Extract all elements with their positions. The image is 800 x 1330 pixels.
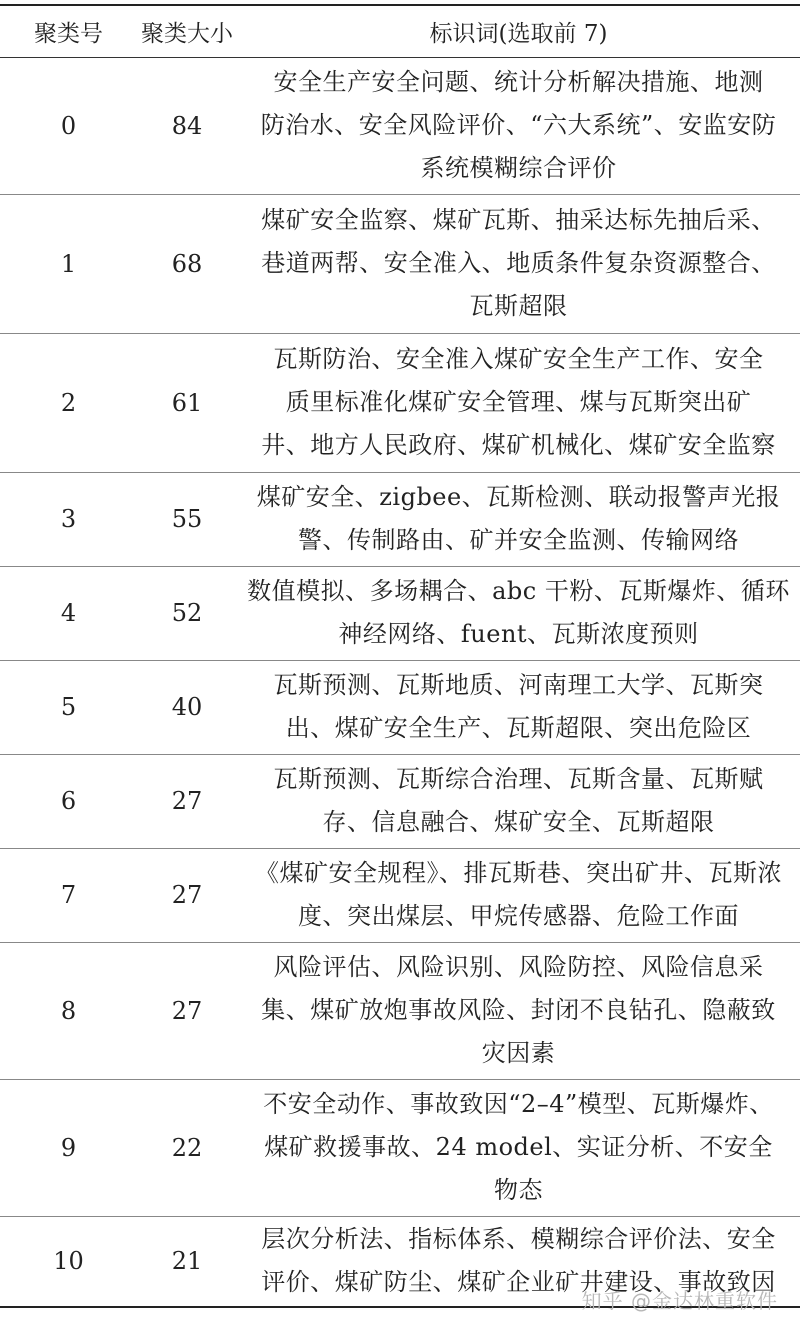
table-row bbox=[0, 754, 800, 848]
keyword-line: 《煤矿安全规程》、排瓦斯巷、突出矿井、瓦斯浓 bbox=[255, 859, 782, 887]
cluster-id-cell: 8 bbox=[60, 996, 77, 1025]
cluster-size-cell: 68 bbox=[171, 249, 203, 278]
cluster-id-cell: 5 bbox=[60, 693, 77, 721]
keyword-line: 层次分析法、指标体系、模糊综合评价法、安全 bbox=[261, 1225, 776, 1254]
cluster-table bbox=[0, 4, 800, 1308]
cluster-size-cell: 27 bbox=[171, 881, 203, 909]
keyword-line: 井、地方人民政府、煤矿机械化、煤矿安全监察 bbox=[261, 431, 776, 459]
header-row bbox=[0, 5, 800, 57]
cluster-size-cell: 61 bbox=[171, 388, 203, 417]
cluster-id-cell: 1 bbox=[60, 249, 77, 278]
cluster-id-cell: 6 bbox=[60, 787, 77, 815]
cluster-id-cell: 3 bbox=[60, 505, 77, 533]
cluster-size-cell: 22 bbox=[171, 1133, 203, 1162]
cluster-size-cell: 21 bbox=[171, 1247, 203, 1276]
keyword-line: 瓦斯防治、安全准入煤矿安全生产工作、安全 bbox=[273, 345, 764, 373]
keywords-cell bbox=[237, 942, 800, 1079]
keyword-line: 存、信息融合、煤矿安全、瓦斯超限 bbox=[322, 808, 715, 836]
keyword-line: 质里标准化煤矿安全管理、煤与瓦斯突出矿 bbox=[285, 388, 752, 416]
keyword-line: 煤矿安全监察、煤矿瓦斯、抽采达标先抽后采、 bbox=[261, 206, 776, 234]
table-row bbox=[0, 660, 800, 754]
keyword-line: 物态 bbox=[494, 1176, 543, 1204]
keywords-cell bbox=[237, 754, 800, 848]
table-row bbox=[0, 194, 800, 333]
keyword-line: 警、传制路由、矿并安全监测、传输网络 bbox=[298, 526, 739, 554]
keyword-line: 瓦斯超限 bbox=[469, 292, 568, 320]
keywords-cell bbox=[237, 566, 800, 660]
keywords-cell bbox=[237, 848, 800, 942]
cluster-size-cell: 40 bbox=[171, 693, 203, 721]
watermark: 知乎 @金达林重软件 bbox=[581, 1289, 778, 1313]
keywords-cell bbox=[237, 333, 800, 472]
keyword-line: 度、突出煤层、甲烷传感器、危险工作面 bbox=[298, 902, 739, 930]
keyword-line: 风险评估、风险识别、风险防控、风险信息采 bbox=[273, 953, 764, 981]
keyword-line: 煤矿救援事故、24 model、实证分析、不安全 bbox=[264, 1133, 773, 1161]
keyword-line: 神经网络、fuent、瓦斯浓度预则 bbox=[338, 620, 699, 648]
table-body bbox=[0, 57, 800, 1307]
table-row bbox=[0, 848, 800, 942]
keyword-line: 防治水、安全风险评价、“六大系统”、安监安防 bbox=[260, 111, 777, 139]
keyword-line: 数值模拟、多场耦合、abc 干粉、瓦斯爆炸、循环 bbox=[247, 577, 790, 605]
table-row bbox=[0, 1079, 800, 1216]
cluster-id-cell: 7 bbox=[60, 881, 77, 909]
keyword-line: 出、煤矿安全生产、瓦斯超限、突出危险区 bbox=[285, 714, 752, 742]
table-row bbox=[0, 942, 800, 1079]
keywords-cell bbox=[237, 194, 800, 333]
cluster-id-cell: 0 bbox=[60, 111, 77, 140]
header-cluster-id: 聚类号 bbox=[34, 20, 103, 47]
keyword-line: 瓦斯预测、瓦斯地质、河南理工大学、瓦斯突 bbox=[273, 671, 764, 699]
keywords-cell bbox=[237, 57, 800, 194]
table-row bbox=[0, 57, 800, 194]
keyword-line: 安全生产安全问题、统计分析解决措施、地测 bbox=[273, 68, 764, 96]
keyword-line: 煤矿安全、zigbee、瓦斯检测、联动报警声光报 bbox=[256, 483, 781, 511]
keyword-line: 评价、煤矿防尘、煤矿企业矿井建设、事故致因 bbox=[261, 1268, 776, 1297]
header-keywords: 标识词(选取前 7) bbox=[429, 20, 608, 47]
keywords-cell bbox=[237, 660, 800, 754]
keywords-cell bbox=[237, 1079, 800, 1216]
table-row bbox=[0, 472, 800, 566]
keyword-line: 集、煤矿放炮事故风险、封闭不良钻孔、隐蔽致 bbox=[261, 996, 776, 1024]
cluster-size-cell: 84 bbox=[171, 111, 203, 140]
keyword-line: 不安全动作、事故致因“2–4”模型、瓦斯爆炸、 bbox=[263, 1090, 774, 1118]
keyword-line: 巷道两帮、安全准入、地质条件复杂资源整合、 bbox=[261, 249, 776, 277]
cluster-size-cell: 27 bbox=[171, 996, 203, 1025]
keywords-cell bbox=[237, 472, 800, 566]
cluster-id-cell: 4 bbox=[60, 599, 77, 627]
keyword-line: 瓦斯预测、瓦斯综合治理、瓦斯含量、瓦斯赋 bbox=[273, 765, 764, 793]
cluster-size-cell: 55 bbox=[171, 505, 203, 533]
keyword-line: 灾因素 bbox=[481, 1039, 556, 1067]
cluster-id-cell: 10 bbox=[53, 1247, 84, 1276]
table-row bbox=[0, 333, 800, 472]
cluster-id-cell: 2 bbox=[60, 388, 77, 417]
table-row bbox=[0, 566, 800, 660]
keyword-line: 系统模糊综合评价 bbox=[420, 154, 617, 182]
cluster-size-cell: 52 bbox=[171, 599, 203, 627]
cluster-id-cell: 9 bbox=[60, 1133, 77, 1162]
cluster-size-cell: 27 bbox=[171, 787, 203, 815]
header-cluster-size: 聚类大小 bbox=[141, 20, 233, 47]
